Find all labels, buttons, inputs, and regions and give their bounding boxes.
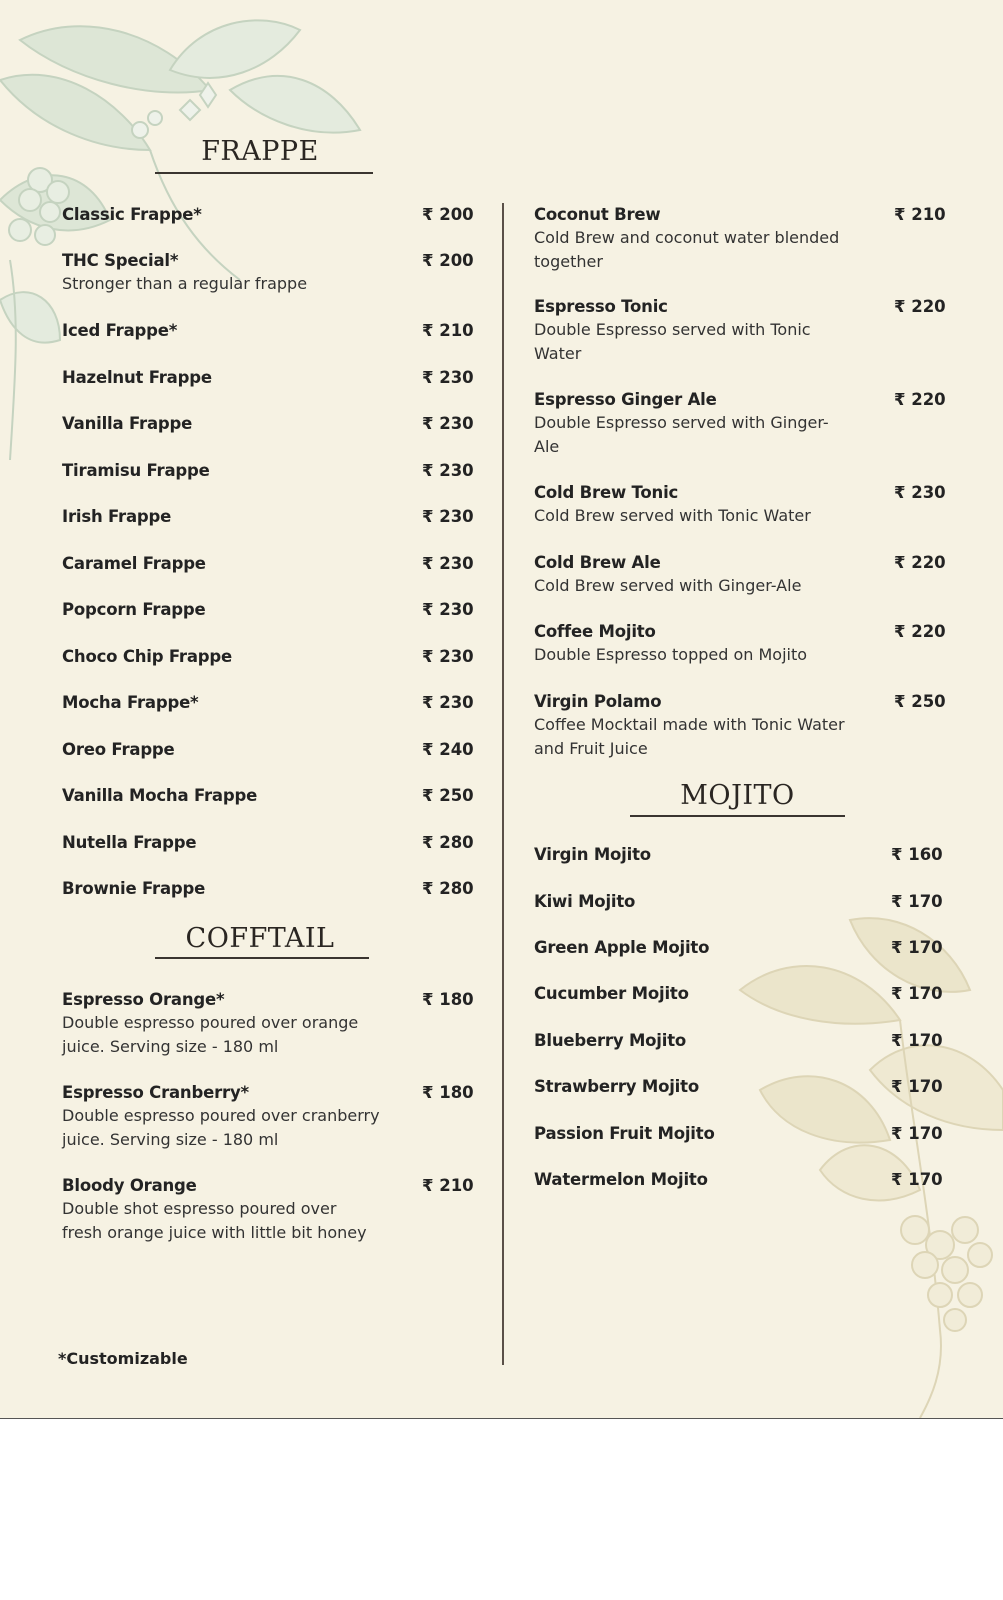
customizable-footnote: *Customizable bbox=[58, 1349, 188, 1368]
menu-item-price: ₹ 230 bbox=[894, 483, 946, 502]
menu-item-price: ₹ 210 bbox=[422, 321, 474, 340]
menu-item-description: Coffee Mocktail made with Tonic Water and Fruit Juice bbox=[534, 715, 845, 758]
menu-item-price: ₹ 280 bbox=[422, 879, 474, 898]
menu-item-description: Cold Brew served with Tonic Water bbox=[534, 506, 811, 525]
menu-item bbox=[62, 552, 382, 575]
menu-item bbox=[534, 890, 834, 913]
menu-item-name: Coffee Mojito bbox=[534, 622, 656, 641]
menu-item-name: Cucumber Mojito bbox=[534, 984, 689, 1003]
menu-item-description: Double Espresso topped on Mojito bbox=[534, 645, 808, 664]
menu-item-name: Iced Frappe* bbox=[62, 321, 178, 340]
menu-item-price: ₹ 170 bbox=[891, 1077, 943, 1096]
menu-item bbox=[62, 249, 382, 296]
menu-item-price: ₹ 180 bbox=[422, 1083, 474, 1102]
menu-item-name: Kiwi Mojito bbox=[534, 892, 636, 911]
menu-item-name: THC Special* bbox=[62, 251, 179, 270]
menu-item-name: Mocha Frappe* bbox=[62, 693, 199, 712]
menu-item-price: ₹ 170 bbox=[891, 984, 943, 1003]
menu-item bbox=[534, 620, 848, 667]
menu-item-price: ₹ 230 bbox=[422, 600, 474, 619]
menu-item bbox=[62, 645, 382, 668]
menu-item bbox=[534, 982, 834, 1005]
menu-item-name: Popcorn Frappe bbox=[62, 600, 206, 619]
menu-item-name: Coconut Brew bbox=[534, 205, 661, 224]
menu-item-name: Espresso Tonic bbox=[534, 297, 668, 316]
menu-item bbox=[534, 1168, 834, 1191]
menu-item-description: Double Espresso served with Ginger-Ale bbox=[534, 413, 829, 456]
mojito-section-title: MOJITO bbox=[680, 780, 795, 811]
mojito-title-rule bbox=[630, 815, 845, 817]
menu-item-price: ₹ 230 bbox=[422, 693, 474, 712]
menu-item bbox=[534, 843, 834, 866]
menu-item bbox=[62, 412, 382, 435]
menu-item bbox=[534, 936, 834, 959]
menu-item-price: ₹ 170 bbox=[891, 938, 943, 957]
menu-item-price: ₹ 170 bbox=[891, 1124, 943, 1143]
menu-item-description: Double shot espresso poured over fresh orange juice with little bit honey bbox=[62, 1199, 367, 1242]
menu-item-price: ₹ 280 bbox=[422, 833, 474, 852]
menu-item-price: ₹ 230 bbox=[422, 368, 474, 387]
menu-item-price: ₹ 230 bbox=[422, 507, 474, 526]
menu-item-name: Watermelon Mojito bbox=[534, 1170, 708, 1189]
coffee-plant-illustration-top bbox=[0, 0, 400, 480]
menu-item-name: Hazelnut Frappe bbox=[62, 368, 212, 387]
menu-item bbox=[62, 1174, 380, 1244]
menu-item-price: ₹ 220 bbox=[894, 622, 946, 641]
menu-item bbox=[534, 551, 848, 598]
menu-item-price: ₹ 250 bbox=[422, 786, 474, 805]
menu-item-name: Virgin Mojito bbox=[534, 845, 651, 864]
menu-item-price: ₹ 180 bbox=[422, 990, 474, 1009]
menu-item-price: ₹ 170 bbox=[891, 1031, 943, 1050]
menu-item-price: ₹ 160 bbox=[891, 845, 943, 864]
menu-item bbox=[62, 203, 382, 226]
menu-item-price: ₹ 200 bbox=[422, 251, 474, 270]
menu-item bbox=[62, 831, 382, 854]
menu-item-name: Classic Frappe* bbox=[62, 205, 202, 224]
menu-item-name: Espresso Cranberry* bbox=[62, 1083, 249, 1102]
menu-item-name: Brownie Frappe bbox=[62, 879, 206, 898]
menu-item-price: ₹ 210 bbox=[422, 1176, 474, 1195]
menu-item-description: Cold Brew and coconut water blended together bbox=[534, 228, 840, 271]
menu-item-price: ₹ 170 bbox=[891, 1170, 943, 1189]
menu-item-name: Cold Brew Tonic bbox=[534, 483, 679, 502]
frappe-title-rule bbox=[155, 172, 373, 174]
menu-item-description: Double Espresso served with Tonic Water bbox=[534, 320, 811, 363]
menu-item-name: Espresso Ginger Ale bbox=[534, 390, 717, 409]
menu-item-description: Cold Brew served with Ginger-Ale bbox=[534, 576, 802, 595]
menu-item-price: ₹ 230 bbox=[422, 647, 474, 666]
menu-item-description: Double espresso poured over orange juice. Serving size - 180 ml bbox=[62, 1013, 359, 1056]
frappe-section-title: FRAPPE bbox=[201, 136, 319, 167]
menu-item-name: Passion Fruit Mojito bbox=[534, 1124, 715, 1143]
menu-item-price: ₹ 230 bbox=[422, 414, 474, 433]
menu-item bbox=[534, 295, 848, 365]
menu-item-price: ₹ 220 bbox=[894, 553, 946, 572]
menu-item bbox=[62, 738, 382, 761]
cofftail-section-title: COFFTAIL bbox=[185, 923, 335, 954]
menu-item bbox=[62, 988, 380, 1058]
menu-item bbox=[534, 481, 848, 528]
menu-item-name: Virgin Polamo bbox=[534, 692, 662, 711]
blank-footer-box bbox=[0, 1418, 1003, 1600]
menu-item-price: ₹ 230 bbox=[422, 554, 474, 573]
menu-item bbox=[534, 1029, 834, 1052]
cofftail-title-rule bbox=[155, 957, 369, 959]
menu-item-price: ₹ 220 bbox=[894, 297, 946, 316]
menu-item-price: ₹ 170 bbox=[891, 892, 943, 911]
menu-item-description: Stronger than a regular frappe bbox=[62, 274, 308, 293]
menu-item-price: ₹ 220 bbox=[894, 390, 946, 409]
menu-item-name: Vanilla Mocha Frappe bbox=[62, 786, 258, 805]
menu-item-name: Bloody Orange bbox=[62, 1176, 197, 1195]
menu-item bbox=[62, 877, 382, 900]
menu-item-name: Espresso Orange* bbox=[62, 990, 225, 1009]
menu-item bbox=[62, 691, 382, 714]
menu-item bbox=[62, 598, 382, 621]
menu-item bbox=[62, 505, 382, 528]
menu-item-price: ₹ 250 bbox=[894, 692, 946, 711]
menu-item-name: Tiramisu Frappe bbox=[62, 461, 210, 480]
menu-item-price: ₹ 210 bbox=[894, 205, 946, 224]
menu-item bbox=[534, 388, 848, 458]
menu-item bbox=[62, 1081, 380, 1151]
menu-item-name: Vanilla Frappe bbox=[62, 414, 193, 433]
menu-item bbox=[62, 459, 382, 482]
menu-item bbox=[534, 203, 848, 273]
menu-item-description: Double espresso poured over cranberry juice. Serving size - 180 ml bbox=[62, 1106, 380, 1149]
menu-item-name: Choco Chip Frappe bbox=[62, 647, 233, 666]
menu-item-price: ₹ 200 bbox=[422, 205, 474, 224]
menu-item-name: Oreo Frappe bbox=[62, 740, 175, 759]
menu-item-name: Blueberry Mojito bbox=[534, 1031, 687, 1050]
column-divider bbox=[502, 203, 504, 1365]
menu-item bbox=[534, 1122, 834, 1145]
menu-item-name: Irish Frappe bbox=[62, 507, 172, 526]
menu-item-price: ₹ 240 bbox=[422, 740, 474, 759]
menu-item bbox=[62, 366, 382, 389]
menu-item bbox=[62, 319, 382, 342]
menu-item bbox=[534, 690, 848, 760]
menu-item-name: Strawberry Mojito bbox=[534, 1077, 699, 1096]
menu-item bbox=[62, 784, 382, 807]
menu-item-name: Nutella Frappe bbox=[62, 833, 197, 852]
menu-item-name: Caramel Frappe bbox=[62, 554, 206, 573]
menu-item-name: Green Apple Mojito bbox=[534, 938, 710, 957]
menu-item-name: Cold Brew Ale bbox=[534, 553, 661, 572]
menu-item bbox=[534, 1075, 834, 1098]
menu-item-price: ₹ 230 bbox=[422, 461, 474, 480]
